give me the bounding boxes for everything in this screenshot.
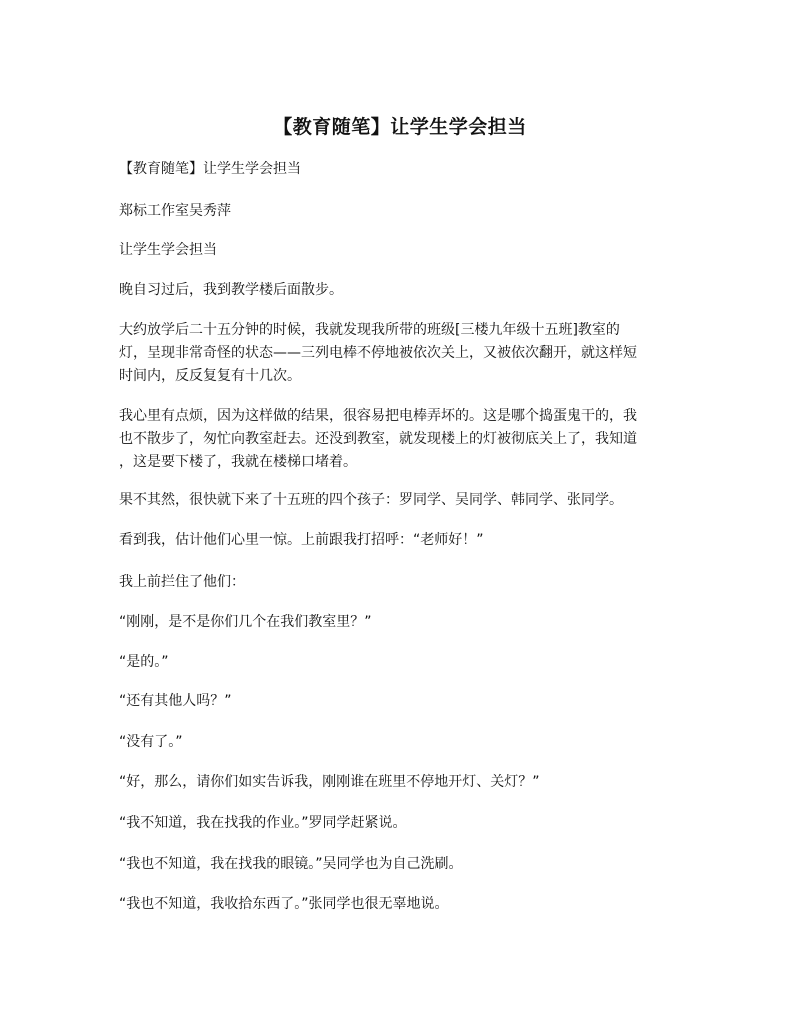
paragraph-line: 晚自习过后，我到教学楼后面散步。 bbox=[119, 282, 343, 298]
paragraph-line: ，这是要下楼了，我就在楼梯口堵着。 bbox=[119, 454, 357, 470]
paragraph-line: 我心里有点烦，因为这样做的结果，很容易把电棒弄坏的。这是哪个捣蛋鬼干的，我 bbox=[119, 408, 637, 424]
paragraph-line: 大约放学后二十五分钟的时候，我就发现我所带的班级[三楼九年级十五班]教室的 bbox=[119, 322, 620, 338]
dialogue-line: “刚刚，是不是你们几个在我们教室里？” bbox=[119, 614, 372, 630]
document-title: 【教育随笔】让学生学会担当 bbox=[273, 116, 527, 138]
heading-line: 让学生学会担当 bbox=[119, 242, 217, 258]
paragraph-line: 我上前拦住了他们： bbox=[119, 574, 245, 590]
dialogue-line: “是的。” bbox=[119, 654, 169, 670]
subtitle-line: 【教育随笔】让学生学会担当 bbox=[119, 161, 301, 177]
dialogue-line: “我也不知道，我收拾东西了。”张同学也很无辜地说。 bbox=[119, 896, 449, 912]
paragraph-line: 看到我，估计他们心里一惊。上前跟我打招呼：“老师好！” bbox=[119, 532, 484, 548]
paragraph-line: 灯，呈现非常奇怪的状态——三列电棒不停地被依次关上，又被依次翻开，就这样短 bbox=[119, 345, 637, 361]
author-line: 郑标工作室吴秀萍 bbox=[119, 203, 231, 219]
dialogue-line: “还有其他人吗？” bbox=[119, 693, 232, 709]
dialogue-line: “我不知道，我在找我的作业。”罗同学赶紧说。 bbox=[119, 815, 407, 831]
dialogue-line: “没有了。” bbox=[119, 734, 183, 750]
paragraph-line: 也不散步了，匆忙向教室赶去。还没到教室，就发现楼上的灯被彻底关上了，我知道 bbox=[119, 431, 637, 447]
paragraph-line: 果不其然，很快就下来了十五班的四个孩子：罗同学、吴同学、韩同学、张同学。 bbox=[119, 492, 623, 508]
paragraph-line: 时间内，反反复复有十几次。 bbox=[119, 368, 301, 384]
dialogue-line: “我也不知道，我在找我的眼镜。”吴同学也为自己洗刷。 bbox=[119, 856, 463, 872]
dialogue-line: “好，那么，请你们如实告诉我，刚刚谁在班里不停地开灯、关灯？” bbox=[119, 774, 540, 790]
